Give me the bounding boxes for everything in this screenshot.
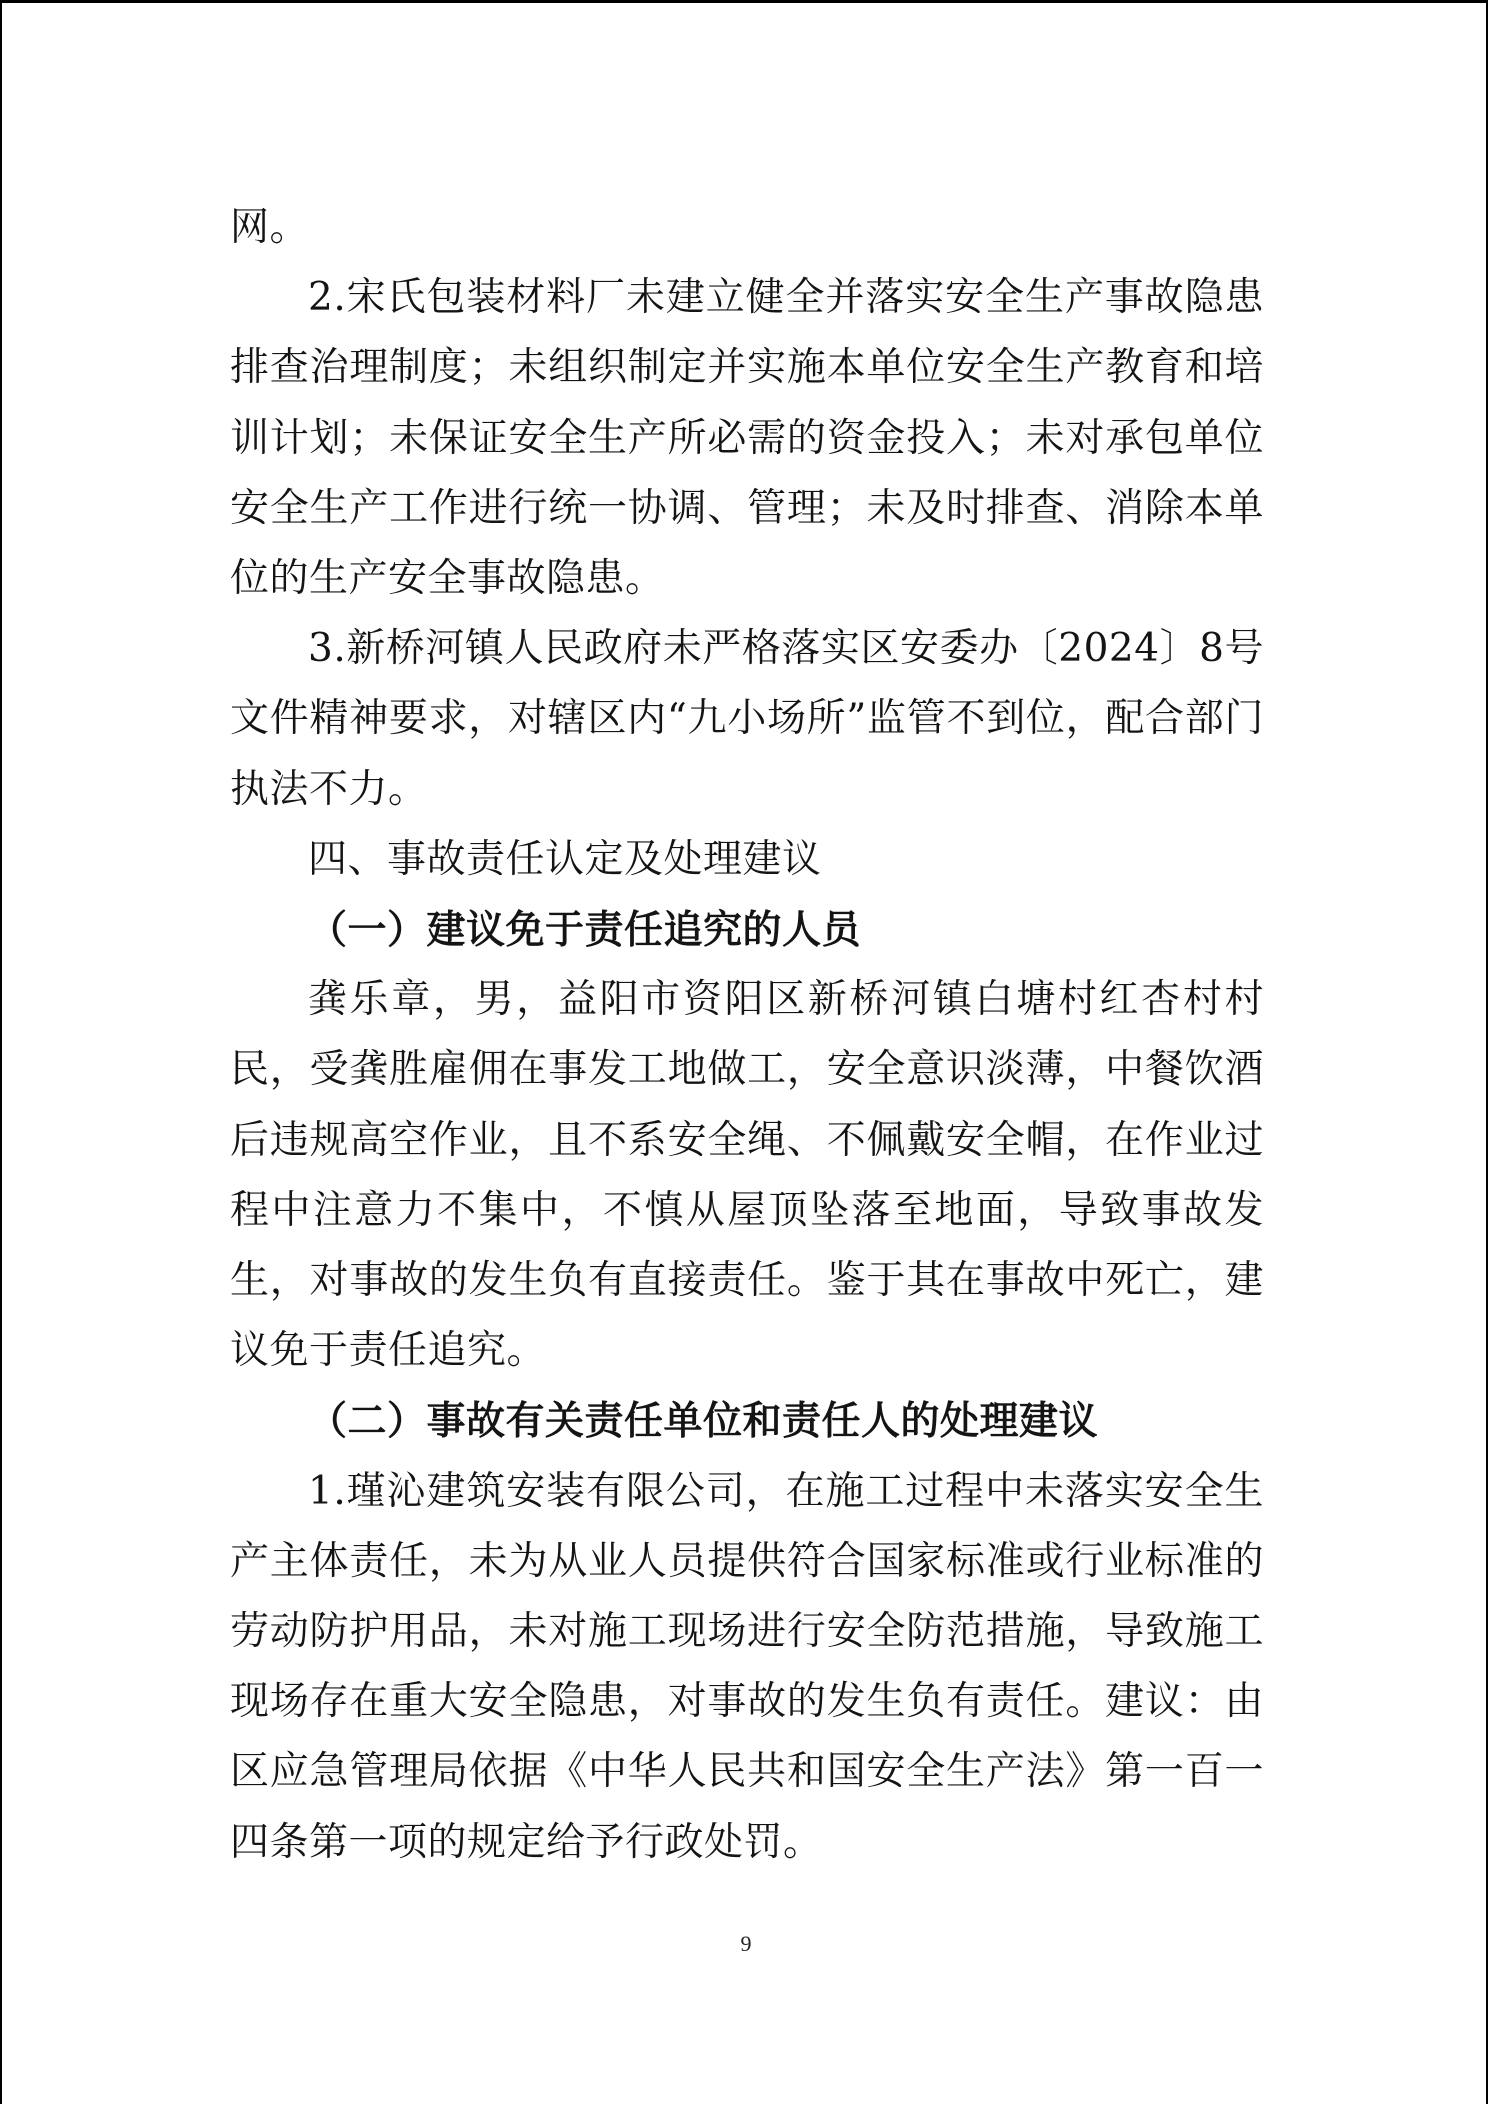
paragraph-person: 龚乐章，男，益阳市资阳区新桥河镇白塘村红杏村村民，受龚胜雇佣在事发工地做工，安全意识淡薄，中餐饮酒后违规高空作业，且不系安全绳、不佩戴安全帽，在作业过程中注意力不集中，不慎从屋顶坠落至地面，导致事故发生，对事故的发生负有直接责任。鉴于其在事故中死亡，建议免于责任追究。	[230, 977, 1264, 1374]
subheading-responsible-units: （二）事故有关责任单位和责任人的处理建议	[308, 1398, 1099, 1445]
paragraph-continuation: 网。	[230, 205, 310, 250]
document-body	[230, 193, 1264, 1878]
page-number: 9	[740, 1931, 752, 1956]
paragraph-item-2: 2.宋氏包装材料厂未建立健全并落实安全生产事故隐患排查治理制度；未组织制定并实施本单位安全生产教育和培训计划；未保证安全生产所必需的资金投入；未对承包单位安全生产工作进行统一协调、管理；未及时排查、消除本单位的生产安全事故隐患。	[230, 275, 1264, 602]
section-heading-4: 四、事故责任认定及处理建议	[308, 836, 822, 882]
subheading-exempt-persons: （一）建议免于责任追究的人员	[308, 907, 862, 954]
paragraph-company: 1.瑾沁建筑安装有限公司，在施工过程中未落实安全生产主体责任，未为从业人员提供符合国家标准或行业标准的劳动防护用品，未对施工现场进行安全防范措施，导致施工现场存在重大安全隐患，对事故的发生负有责任。建议：由区应急管理局依据《中华人民共和国安全生产法》第一百一四条第一项的规定给予行政处罚。	[230, 1468, 1264, 1865]
paragraph-item-3: 3.新桥河镇人民政府未严格落实区安委办〔2024〕8号文件精神要求，对辖区内“九小场所”监管不到位，配合部门执法不力。	[230, 626, 1264, 812]
